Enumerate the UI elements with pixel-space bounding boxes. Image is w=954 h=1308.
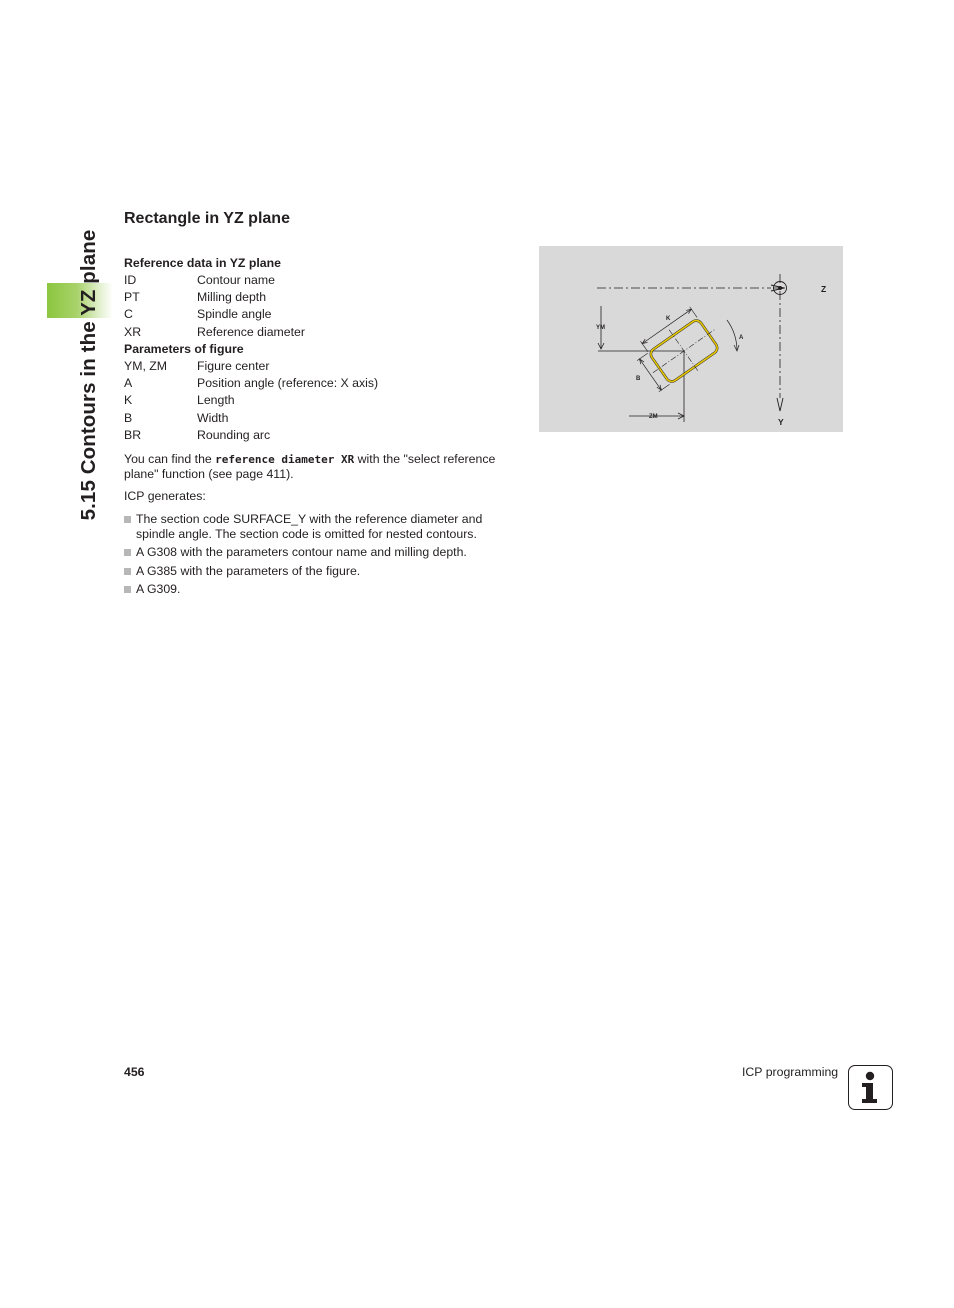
info-icon xyxy=(848,1065,893,1110)
b-dimension-line xyxy=(640,359,662,390)
param-key: XR xyxy=(124,325,142,339)
y-axis-label: Y xyxy=(778,417,784,427)
a-label: A xyxy=(739,335,744,341)
bullet-square-icon xyxy=(124,549,131,556)
param-desc: Width xyxy=(197,411,229,425)
list-item-text: The section code SURFACE_Y with the reference diameter and xyxy=(136,512,483,526)
figure-params-heading: Parameters of figure xyxy=(124,342,244,356)
zm-label: ZM xyxy=(649,414,658,420)
note-text-pre: You can find the xyxy=(124,452,216,466)
bullet-square-icon xyxy=(124,586,131,593)
param-desc: Position angle (reference: X axis) xyxy=(197,376,379,390)
list-item xyxy=(124,564,514,579)
param-key: YM, ZM xyxy=(124,359,168,373)
param-key: ID xyxy=(124,273,137,287)
param-desc: Milling depth xyxy=(197,290,267,304)
param-key: A xyxy=(124,376,133,390)
note-text-line2: plane" function (see page 411). xyxy=(124,467,294,481)
note-text-post: with the "select reference xyxy=(354,452,496,466)
param-desc: Figure center xyxy=(197,359,270,373)
param-key: K xyxy=(124,393,133,407)
bullet-square-icon xyxy=(124,516,131,523)
icp-generates-label: ICP generates: xyxy=(124,489,206,503)
bullet-square-icon xyxy=(124,568,131,575)
side-chapter-title-text: 5.15 Contours in the YZ plane xyxy=(77,229,100,521)
y-axis-arrow-icon xyxy=(777,398,783,411)
list-item-text: A G308 with the parameters contour name and milling depth. xyxy=(136,545,467,559)
param-desc: Spindle angle xyxy=(197,307,272,321)
rotated-rectangle-group xyxy=(629,302,730,397)
param-desc: Reference diameter xyxy=(197,325,305,339)
page-number: 456 xyxy=(124,1065,145,1079)
footer-chapter: ICP programming xyxy=(742,1065,839,1079)
list-item-text: spindle angle. The section code is omitted for nested contours. xyxy=(136,527,477,541)
param-desc: Rounding arc xyxy=(197,428,271,442)
a-angle-arc xyxy=(727,320,737,351)
param-key: B xyxy=(124,411,133,425)
note-code: reference diameter XR xyxy=(215,453,355,466)
param-key: BR xyxy=(124,428,142,442)
rectangle-yz-figure xyxy=(539,246,843,432)
list-item-text: A G385 with the parameters of the figure. xyxy=(136,564,361,578)
list-item xyxy=(124,582,514,597)
list-item xyxy=(124,545,514,560)
param-desc: Length xyxy=(197,393,235,407)
rectangle-diagram xyxy=(539,246,843,432)
param-desc: Contour name xyxy=(197,273,275,287)
note-paragraph xyxy=(124,452,524,482)
param-key: C xyxy=(124,307,133,321)
reference-data-heading: Reference data in YZ plane xyxy=(124,256,281,270)
z-axis-label: Z xyxy=(821,284,827,294)
k-label: K xyxy=(666,316,671,322)
list-item xyxy=(124,512,514,542)
list-item-text: A G309. xyxy=(136,582,181,596)
ym-label: YM xyxy=(596,325,605,331)
param-key: PT xyxy=(124,290,140,304)
b-label: B xyxy=(636,376,641,382)
section-title: Rectangle in YZ plane xyxy=(124,210,290,227)
